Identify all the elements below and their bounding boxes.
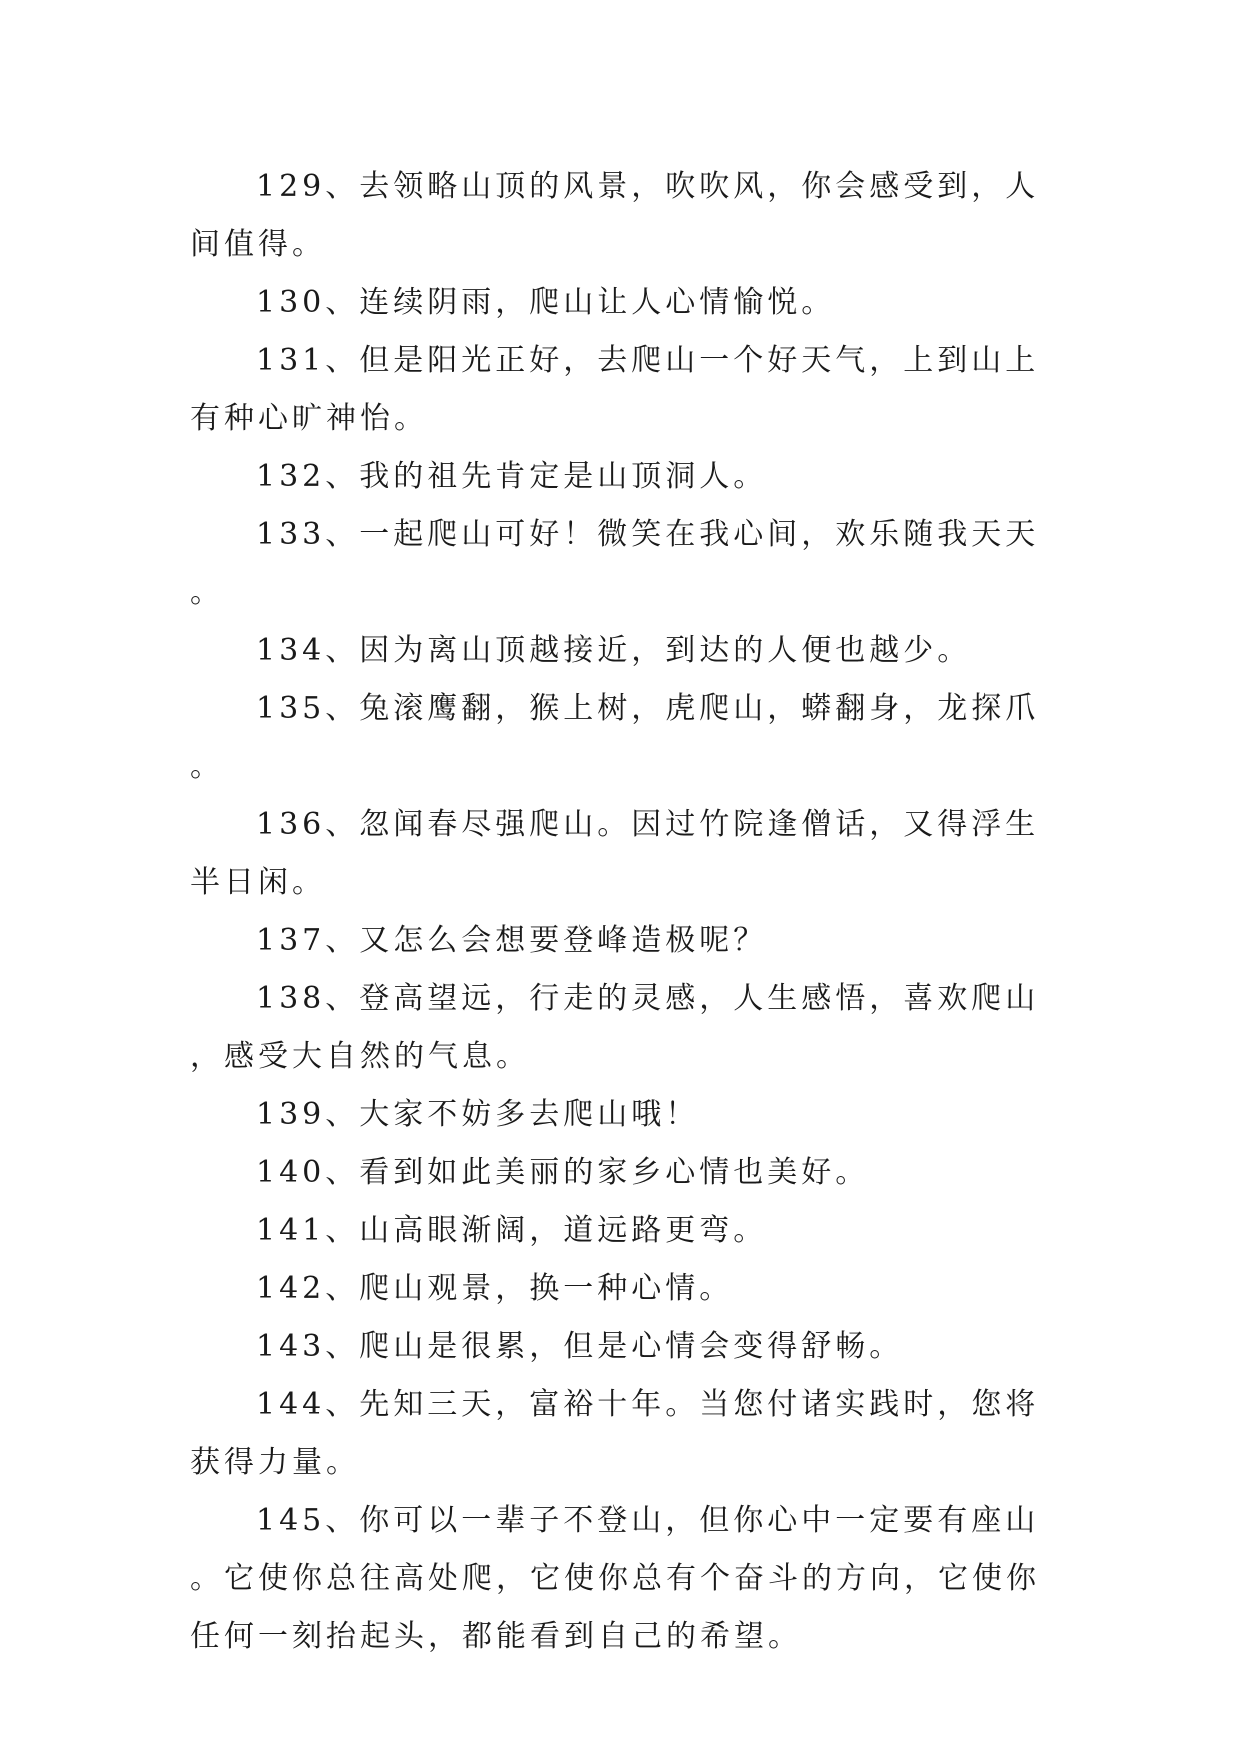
paragraph-139: 139、大家不妨多去爬山哦！ xyxy=(256,1097,700,1132)
document-body xyxy=(190,158,1050,1666)
paragraph-137: 137、又怎么会想要登峰造极呢？ xyxy=(256,923,768,958)
paragraph-130: 130、连续阴雨，爬山让人心情愉悦。 xyxy=(256,285,836,320)
paragraph-145: 145、你可以一辈子不登山，但你心中一定要有座山。它使你总往高处爬，它使你总有个奋斗的方向，它使你任何一刻抬起头，都能看到自己的希望。 xyxy=(190,1503,1040,1654)
paragraph-138: 138、登高望远，行走的灵感，人生感悟，喜欢爬山，感受大自然的气息。 xyxy=(190,981,1040,1074)
paragraph-135: 135、兔滚鹰翻，猴上树，虎爬山，蟒翻身，龙探爪。 xyxy=(190,691,1040,784)
paragraph-140: 140、看到如此美丽的家乡心情也美好。 xyxy=(256,1155,870,1190)
paragraph-142: 142、爬山观景，换一种心情。 xyxy=(256,1271,734,1306)
paragraph-141: 141、山高眼渐阔，道远路更弯。 xyxy=(256,1213,768,1248)
paragraph-133: 133、一起爬山可好！微笑在我心间，欢乐随我天天。 xyxy=(190,517,1040,610)
paragraph-144: 144、先知三天，富裕十年。当您付诸实践时，您将获得力量。 xyxy=(190,1387,1040,1480)
paragraph-143: 143、爬山是很累，但是心情会变得舒畅。 xyxy=(256,1329,904,1364)
paragraph-136: 136、忽闻春尽强爬山。因过竹院逢僧话，又得浮生半日闲。 xyxy=(190,807,1040,900)
paragraph-134: 134、因为离山顶越接近，到达的人便也越少。 xyxy=(256,633,972,668)
paragraph-132: 132、我的祖先肯定是山顶洞人。 xyxy=(256,459,768,494)
paragraph-131: 131、但是阳光正好，去爬山一个好天气，上到山上有种心旷神怡。 xyxy=(190,343,1040,436)
paragraph-129: 129、去领略山顶的风景，吹吹风，你会感受到，人间值得。 xyxy=(190,169,1040,262)
